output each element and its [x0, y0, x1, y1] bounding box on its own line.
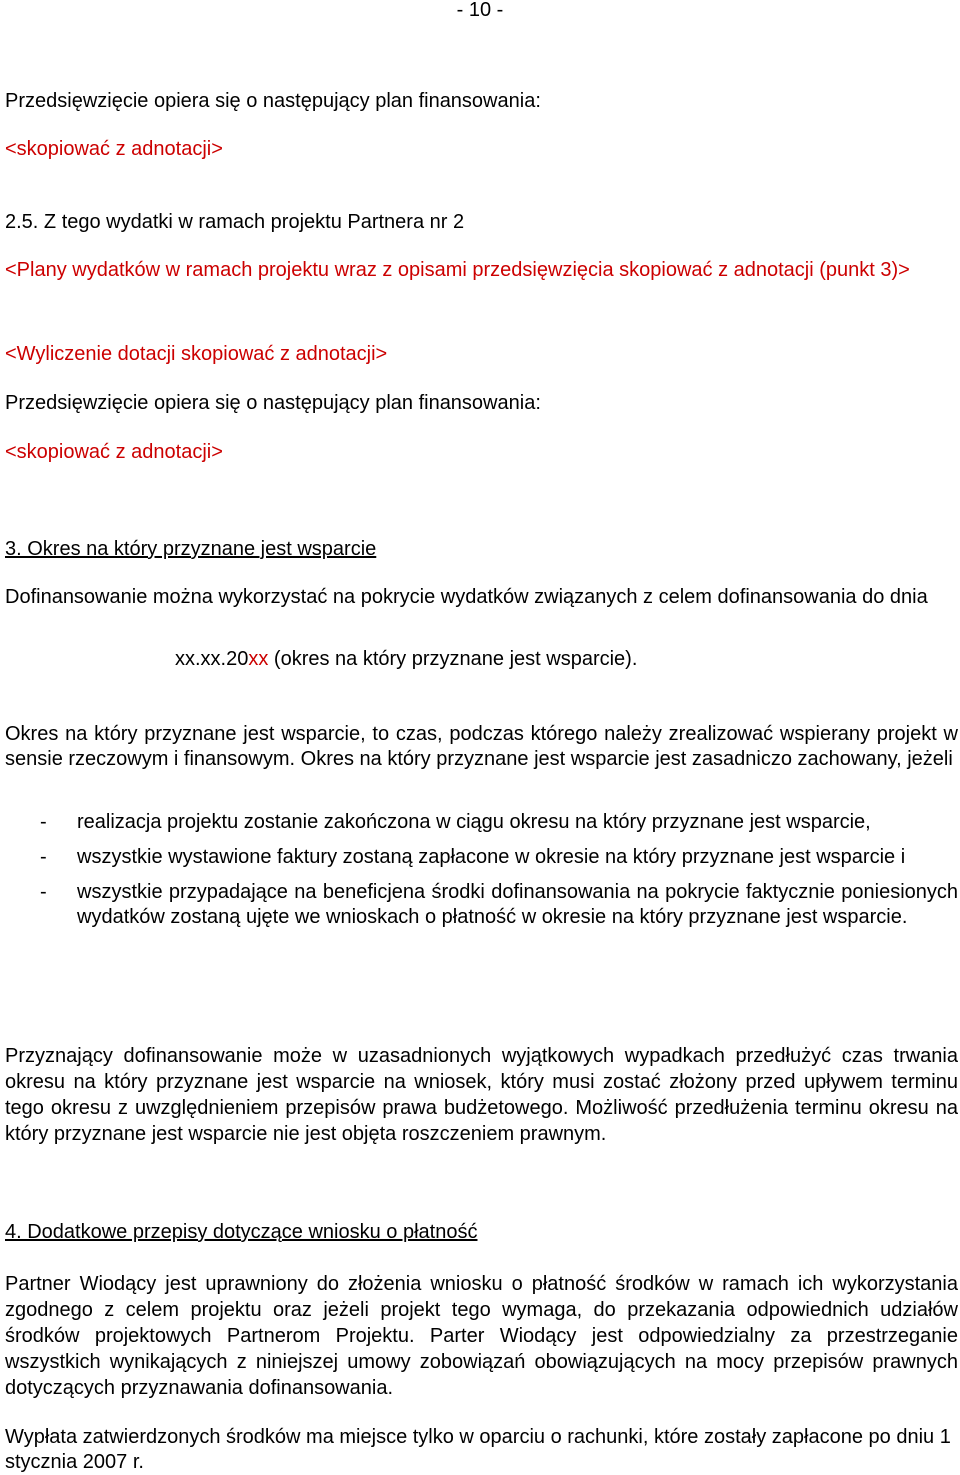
annotation-placeholder-2: <skopiować z adnotacji> [5, 441, 223, 463]
list-item [5, 880, 958, 930]
bullet-dash: - [40, 881, 47, 903]
section-3-heading: 3. Okres na który przyznane jest wsparcie [5, 538, 377, 560]
list-item-text: wszystkie przypadające na beneficjena środki dofinansowania na pokrycie faktycznie poniesionych wydatków zostaną ujęte we wnioskach o płatność w okresie na który przyznane jest wsparcie. [77, 881, 958, 928]
section-3-para-1: Dofinansowanie można wykorzystać na pokrycie wydatków związanych z celem dofinansowania do dnia [5, 586, 928, 608]
section-2-5-heading: 2.5. Z tego wydatki w ramach projektu Partnera nr 2 [5, 211, 465, 233]
section-4-para-1: Partner Wiodący jest uprawniony do złożenia wniosku o płatność środków w ramach ich wykorzystania zgodnego z celem projektu oraz jeżeli projekt tego wymaga, do przekazania odpowiednich udziałów środków projektowych Partnerom Projektu. Parter Wiodący jest odpowiedzialny za przestrzeganie wszystkich wynikających z niniejszej umowy zobowiązań obowiązujących na mocy przepisów prawnych dotyczących przyznawania dofinansowania. [5, 1273, 958, 1399]
deadline-line [175, 647, 955, 672]
deadline-date-prefix: xx.xx.20 [175, 648, 249, 670]
deadline-date-suffix: xx [248, 648, 269, 670]
list-item-text: wszystkie wystawione faktury zostaną zapłacone w okresie na który przyznane jest wsparcie i [77, 846, 906, 868]
page-number: - 10 - [456, 0, 504, 21]
financing-plan-intro: Przedsięwzięcie opiera się o następujący plan finansowania: [5, 90, 541, 112]
list-item [5, 810, 958, 835]
conditions-list [5, 810, 958, 930]
annotation-plans-text: <Plany wydatków w ramach projektu wraz z opisami przedsięwzięcia skopiować z adnotacji (punkt 3)> [5, 259, 910, 281]
section-4-para-2: Wypłata zatwierdzonych środków ma miejsce tylko w oparciu o rachunki, które zostały zapłacone po dniu 1 stycznia 2007 r. [5, 1426, 951, 1473]
section-4-heading: 4. Dodatkowe przepisy dotyczące wniosku o płatność [5, 1221, 478, 1243]
bullet-dash: - [40, 811, 47, 833]
bullet-dash: - [40, 846, 47, 868]
financing-plan-intro-2: Przedsięwzięcie opiera się o następujący plan finansowania: [5, 392, 541, 414]
annotation-plans [5, 258, 960, 283]
section-3-para-3: Przyznający dofinansowanie może w uzasadnionych wyjątkowych wypadkach przedłużyć czas trwania okresu na który przyznane jest wsparcie na wniosek, który musi zostać złożony przed upływem terminu tego okresu z uwzględnieniem przepisów prawa budżetowego. Możliwość przedłużenia terminu okresu na który przyznane jest wsparcie nie jest objęta roszczeniem prawnym. [5, 1045, 958, 1145]
deadline-note: (okres na który przyznane jest wsparcie). [268, 648, 638, 670]
annotation-calc: <Wyliczenie dotacji skopiować z adnotacji> [5, 343, 388, 365]
annotation-placeholder: <skopiować z adnotacji> [5, 138, 223, 160]
list-item [5, 845, 958, 870]
section-3-para-2: Okres na który przyznane jest wsparcie, to czas, podczas którego należy zrealizować wspierany projekt w sensie rzeczowym i finansowym. Okres na który przyznane jest wsparcie jest zasadniczo zachowany, jeżeli [5, 723, 958, 770]
list-item-text: realizacja projektu zostanie zakończona w ciągu okresu na który przyznane jest wsparcie, [77, 811, 871, 833]
